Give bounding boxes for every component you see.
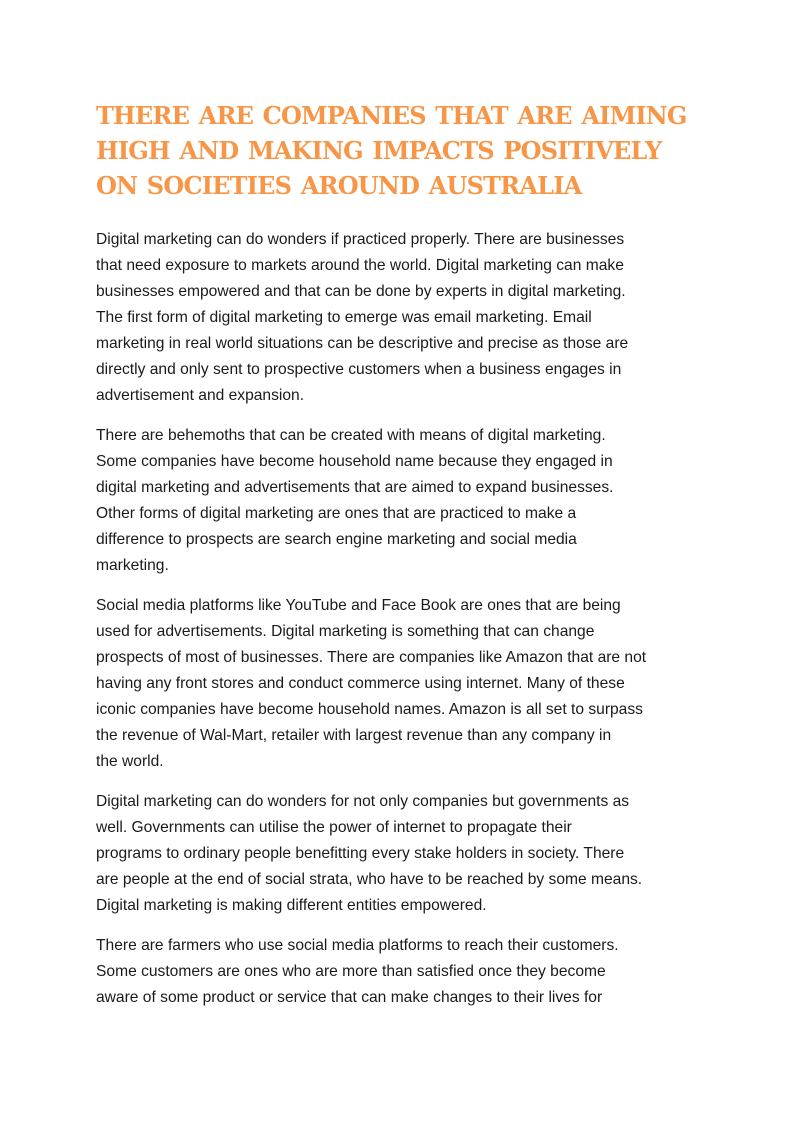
paragraph-3: Social media platforms like YouTube and Face Book are ones that are being used for advertisements. Digital marketing is something that can change prospects of most of businesses. There are companies like Amazon that are not having any front stores and conduct commerce using internet. Many of these iconic companies have become household names. Amazon is all set to surpass the revenue of Wal-Mart, retailer with largest revenue than any company in the world. xyxy=(96,597,647,770)
paragraph-5: There are farmers who use social media platforms to reach their customers. Some customers are ones who are more than satisfied once they become aware of some product or service that can make changes to their lives for xyxy=(96,937,619,1006)
paragraph-4: Digital marketing can do wonders for not only companies but governments as well. Governments can utilise the power of internet to propagate their programs to ordinary people benefitting every stake holders in society. There are people at the end of social strata, who have to be reached by some means. Digital marketing is making different entities empowered. xyxy=(96,793,643,914)
paragraph-1: Digital marketing can do wonders if practiced properly. There are businesses that need exposure to markets around the world. Digital marketing can make businesses empowered and that can be done by experts in digital marketing. The first form of digital marketing to emerge was email marketing. Email marketing in real world situations can be descriptive and precise as those are directly and only sent to prospective customers when a business engages in advertisement and expansion. xyxy=(96,231,629,404)
paragraph-2: There are behemoths that can be created with means of digital marketing. Some companies have become household name because they engaged in digital marketing and advertisements that are aimed to expand businesses. Other forms of digital marketing are ones that are practiced to make a difference to prospects are search engine marketing and social media marketing. xyxy=(96,427,614,574)
document-title: THERE ARE COMPANIES THAT ARE AIMING HIGH AND MAKING IMPACTS POSITIVELY ON SOCIETIES AROUND AUSTRALIA xyxy=(96,101,687,200)
document-body xyxy=(96,98,700,1025)
